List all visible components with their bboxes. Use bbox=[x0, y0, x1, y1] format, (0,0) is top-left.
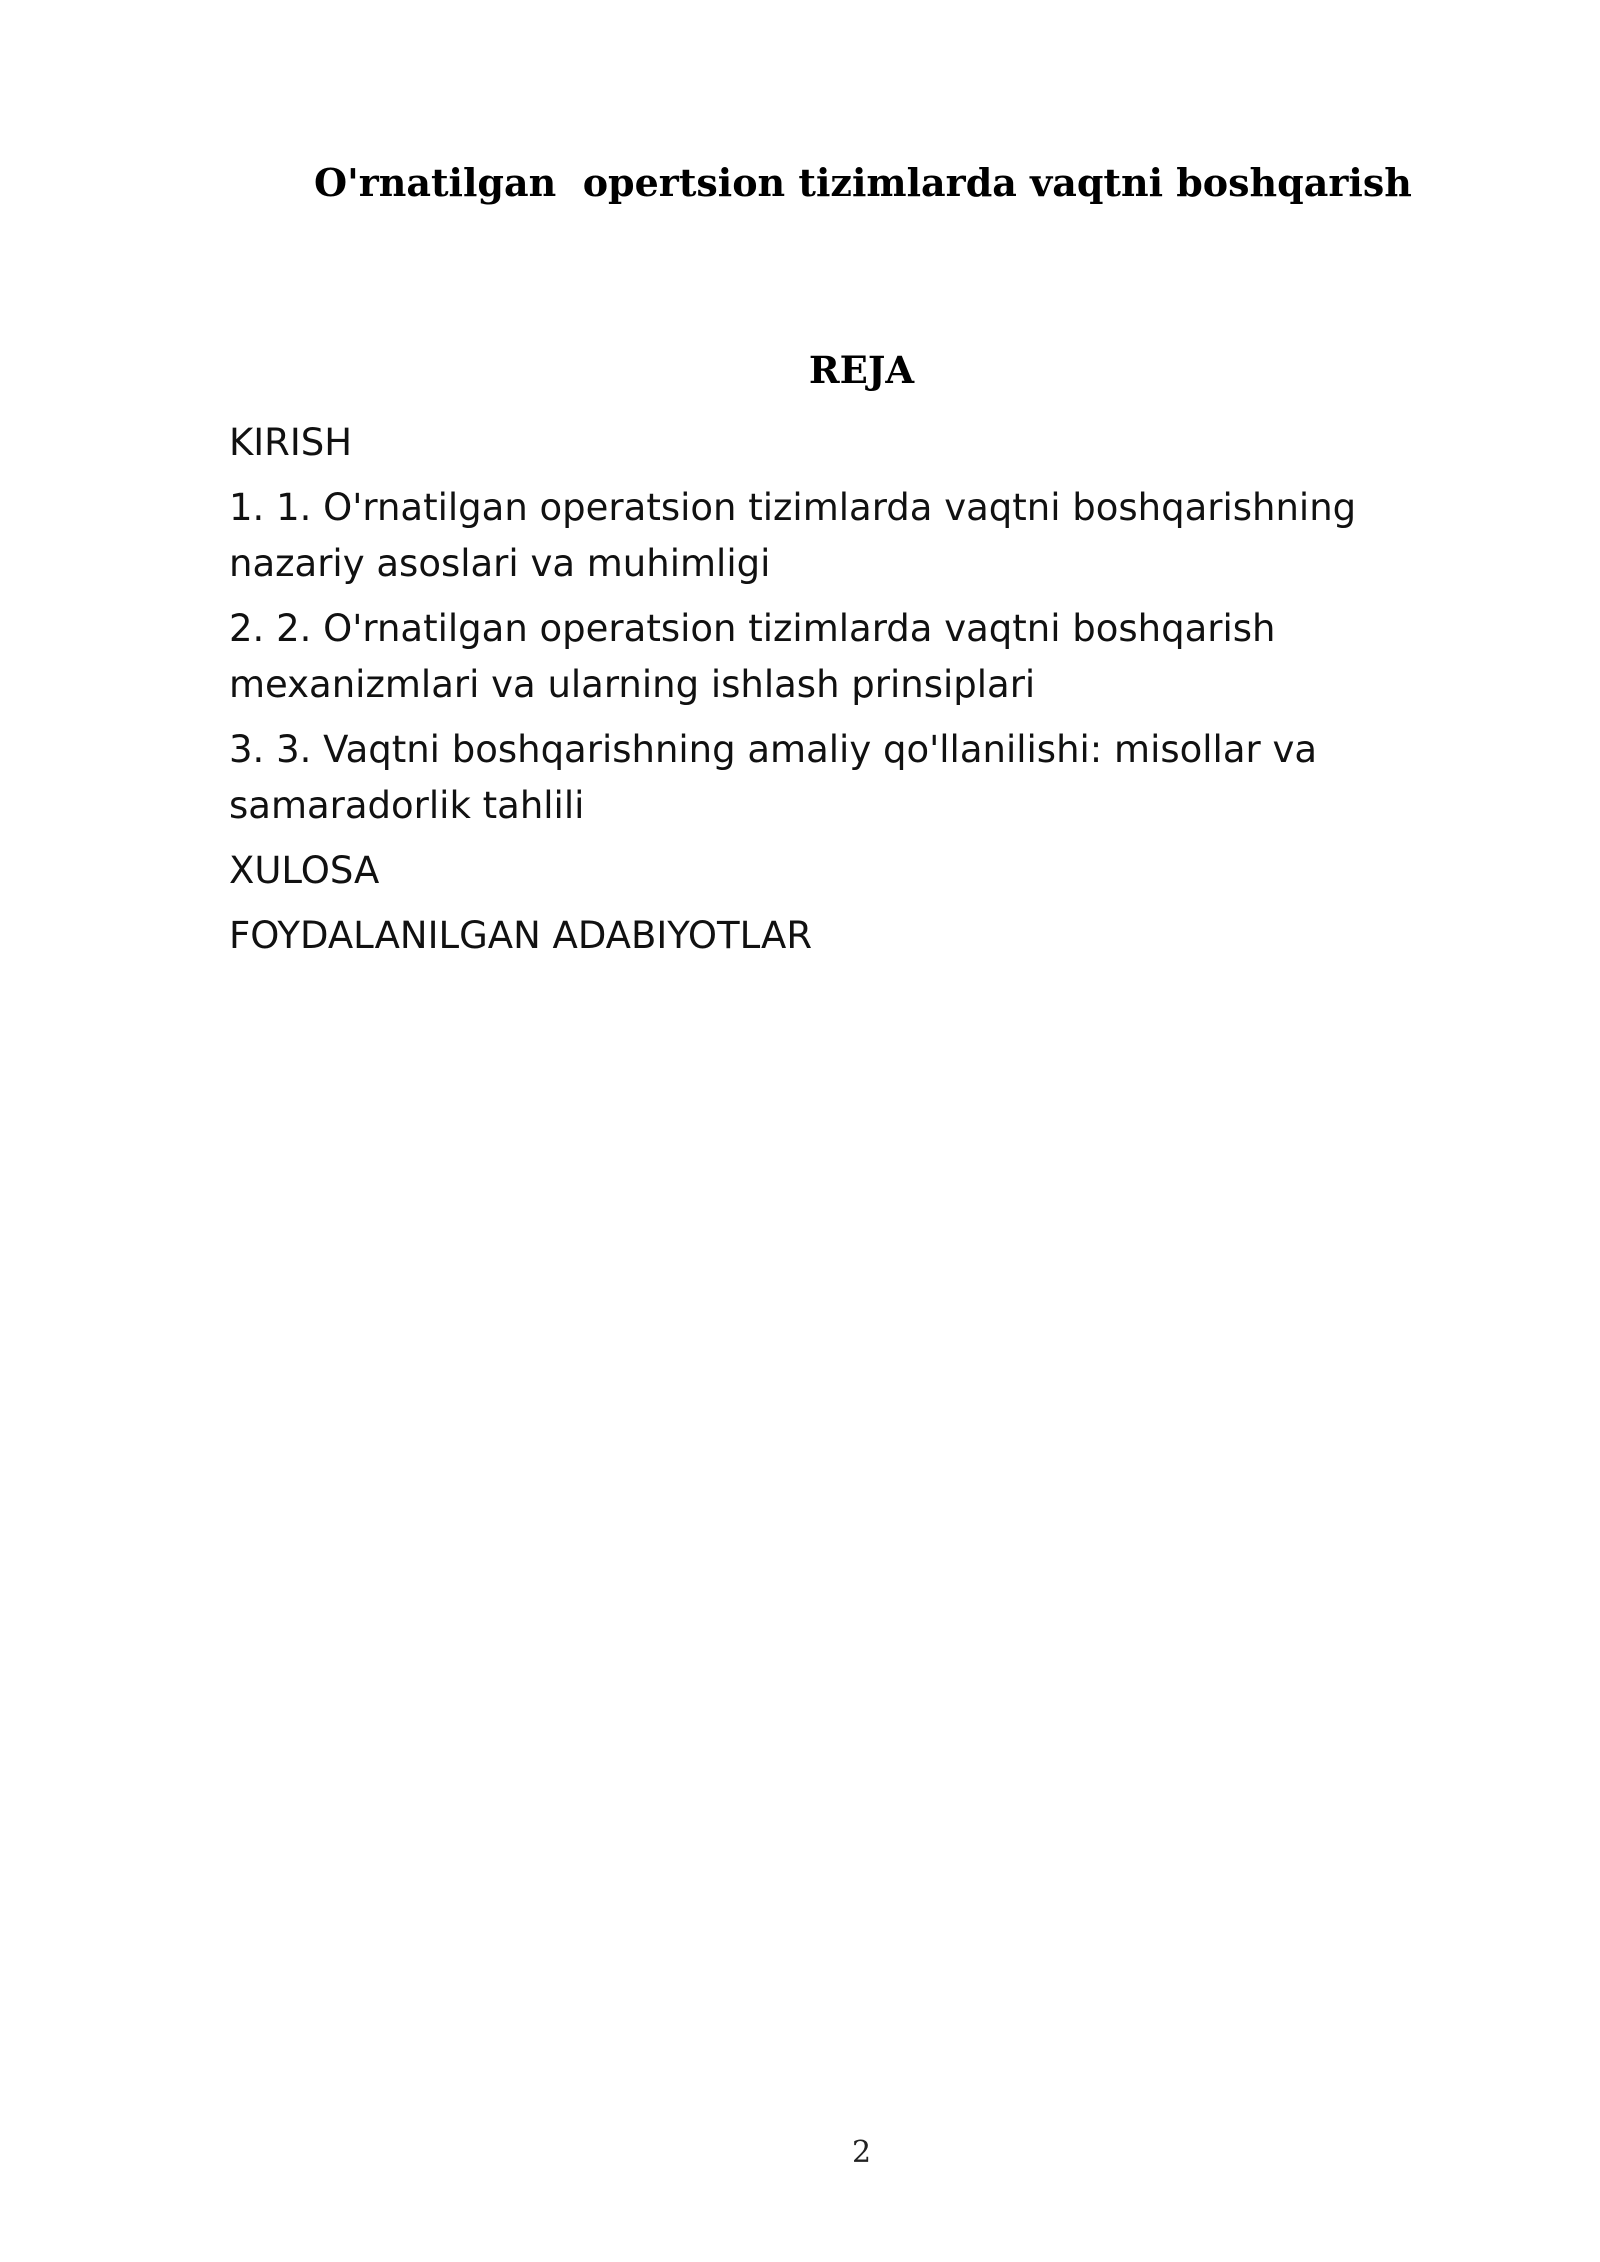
plan-item-references: FOYDALANILGAN ADABIYOTLAR bbox=[229, 914, 813, 957]
plan-item-conclusion: XULOSA bbox=[229, 849, 380, 892]
document-title: O'rnatilgan opertsion tizimlarda vaqtni boshqarish bbox=[314, 160, 1412, 205]
page-number: 2 bbox=[851, 2135, 872, 2170]
plan-list bbox=[229, 415, 1429, 973]
plan-item-introduction: KIRISH bbox=[229, 421, 353, 464]
plan-item-chapter-3: 3. 3. Vaqtni boshqarishning amaliy qo'llanilishi: misollar va samaradorlik tahlili bbox=[229, 728, 1318, 827]
plan-heading: REJA bbox=[808, 348, 915, 392]
plan-item-chapter-2: 2. 2. O'rnatilgan operatsion tizimlarda vaqtni boshqarish mexanizmlari va ularning ishlash prinsiplari bbox=[229, 607, 1276, 706]
plan-item-chapter-1: 1. 1. O'rnatilgan operatsion tizimlarda vaqtni boshqarishning nazariy asoslari va muhimligi bbox=[229, 486, 1357, 585]
